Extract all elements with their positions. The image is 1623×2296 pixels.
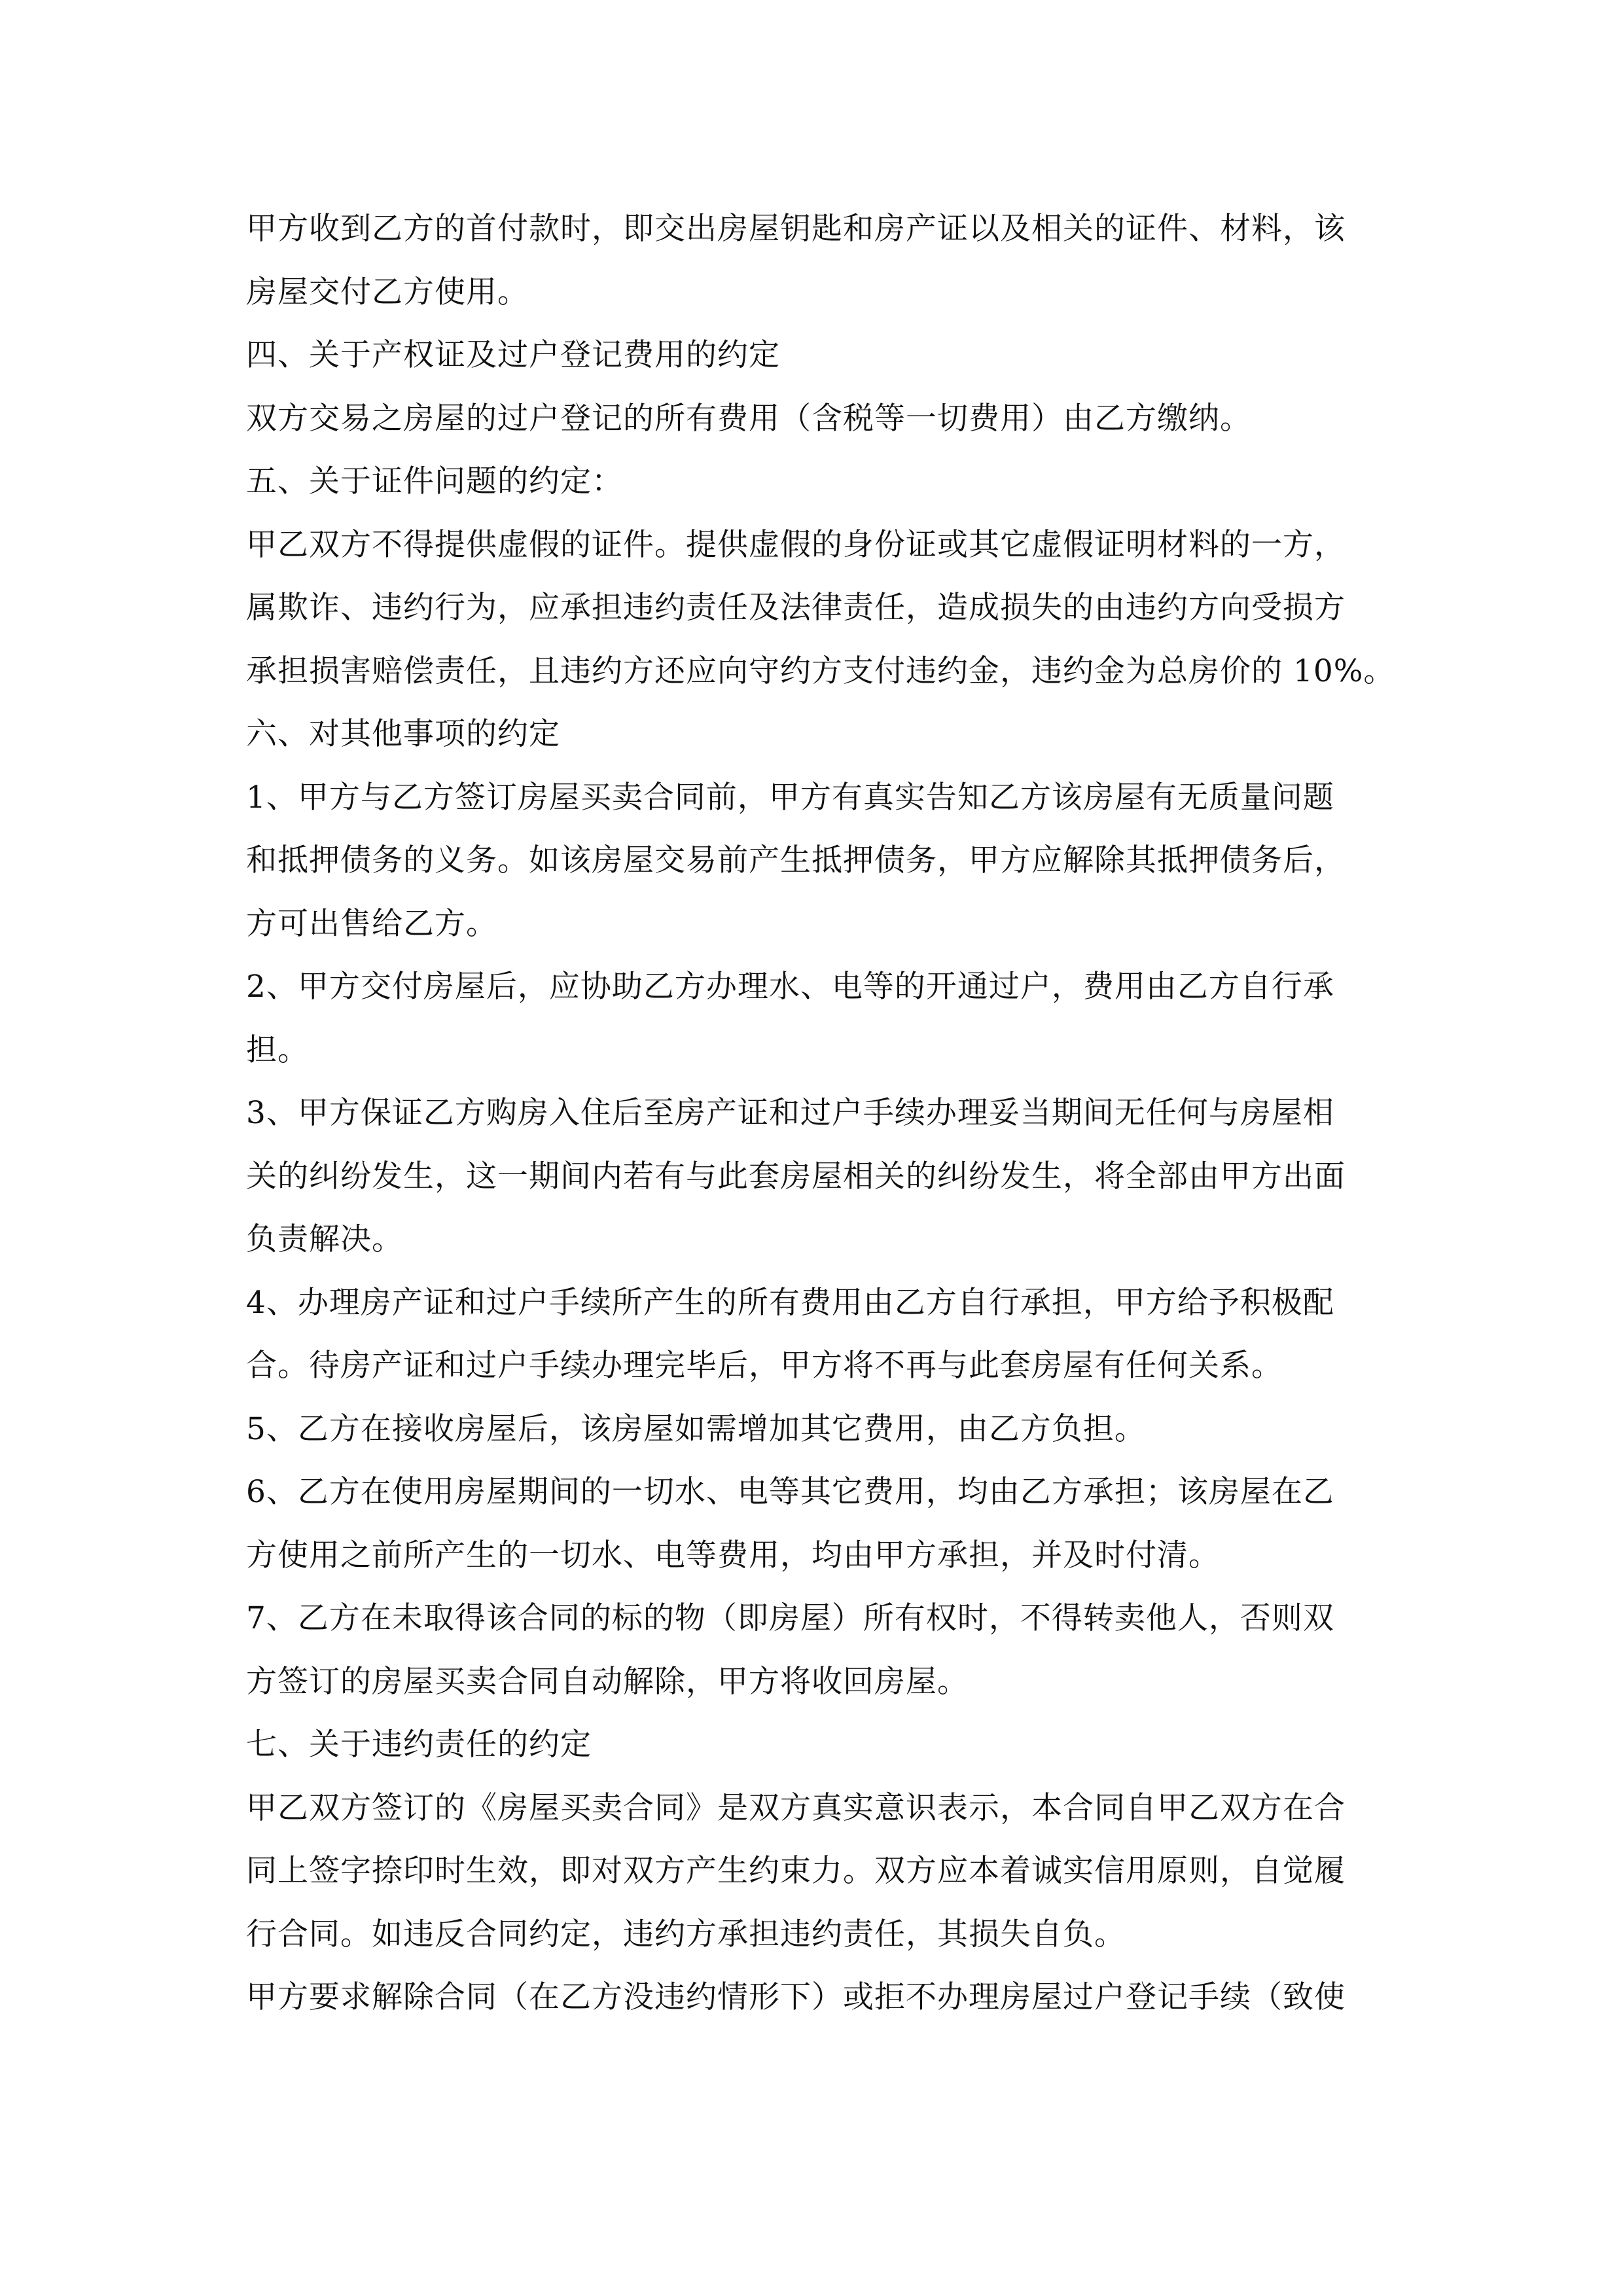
section-heading-5: 五、关于证件问题的约定：	[246, 463, 623, 499]
section-heading-4: 四、关于产权证及过户登记费用的约定	[246, 337, 780, 373]
text-line-18: 4、办理房产证和过户手续所产生的所有费用由乙方自行承担，甲方给予积极配	[246, 1284, 1334, 1321]
text-line-8: 承担损害赔偿责任，且违约方还应向守约方支付违约金，违约金为总房价的 10%。	[246, 653, 1395, 689]
text-line-4: 双方交易之房屋的过户登记的所有费用（含税等一切费用）由乙方缴纳。	[246, 400, 1251, 437]
text-line-14: 担。	[246, 1031, 309, 1068]
text-line-16: 关的纠纷发生，这一期间内若有与此套房屋相关的纠纷发生，将全部由甲方出面	[246, 1158, 1346, 1194]
text-line-2: 房屋交付乙方使用。	[246, 274, 529, 310]
document-body	[246, 198, 1395, 2030]
text-line-10: 1、甲方与乙方签订房屋买卖合同前，甲方有真实告知乙方该房屋有无质量问题	[246, 779, 1334, 816]
text-line-15: 3、甲方保证乙方购房入住后至房产证和过户手续办理妥当期间无任何与房屋相	[246, 1095, 1334, 1131]
text-line-1: 甲方收到乙方的首付款时，即交出房屋钥匙和房产证以及相关的证件、材料，该	[246, 211, 1346, 247]
text-line-29: 甲方要求解除合同（在乙方没违约情形下）或拒不办理房屋过户登记手续（致使	[246, 1979, 1346, 2015]
text-line-19: 合。待房产证和过户手续办理完毕后，甲方将不再与此套房屋有任何关系。	[246, 1348, 1283, 1384]
text-line-7: 属欺诈、违约行为，应承担违约责任及法律责任，造成损失的由违约方向受损方	[246, 590, 1346, 626]
text-line-27: 同上签字捺印时生效，即对双方产生约束力。双方应本着诚实信用原则，自觉履	[246, 1853, 1346, 1889]
text-line-6: 甲乙双方不得提供虚假的证件。提供虚假的身份证或其它虚假证明材料的一方，	[246, 526, 1346, 563]
text-line-22: 方使用之前所产生的一切水、电等费用，均由甲方承担，并及时付清。	[246, 1537, 1220, 1573]
text-line-13: 2、甲方交付房屋后，应协助乙方办理水、电等的开通过户，费用由乙方自行承	[246, 969, 1334, 1005]
text-line-21: 6、乙方在使用房屋期间的一切水、电等其它费用，均由乙方承担；该房屋在乙	[246, 1474, 1334, 1510]
text-line-26: 甲乙双方签订的《房屋买卖合同》是双方真实意识表示，本合同自甲乙双方在合	[246, 1789, 1346, 1826]
text-line-23: 7、乙方在未取得该合同的标的物（即房屋）所有权时，不得转卖他人，否则双	[246, 1600, 1334, 1636]
section-heading-7: 七、关于违约责任的约定	[246, 1727, 592, 1763]
text-line-17: 负责解决。	[246, 1221, 403, 1257]
section-heading-6: 六、对其他事项的约定	[246, 716, 560, 752]
text-line-20: 5、乙方在接收房屋后，该房屋如需增加其它费用，由乙方负担。	[246, 1410, 1146, 1447]
text-line-12: 方可出售给乙方。	[246, 905, 497, 942]
text-line-24: 方签订的房屋买卖合同自动解除，甲方将收回房屋。	[246, 1663, 969, 1700]
text-line-28: 行合同。如违反合同约定，违约方承担违约责任，其损失自负。	[246, 1916, 1126, 1952]
text-line-11: 和抵押债务的义务。如该房屋交易前产生抵押债务，甲方应解除其抵押债务后，	[246, 842, 1346, 878]
